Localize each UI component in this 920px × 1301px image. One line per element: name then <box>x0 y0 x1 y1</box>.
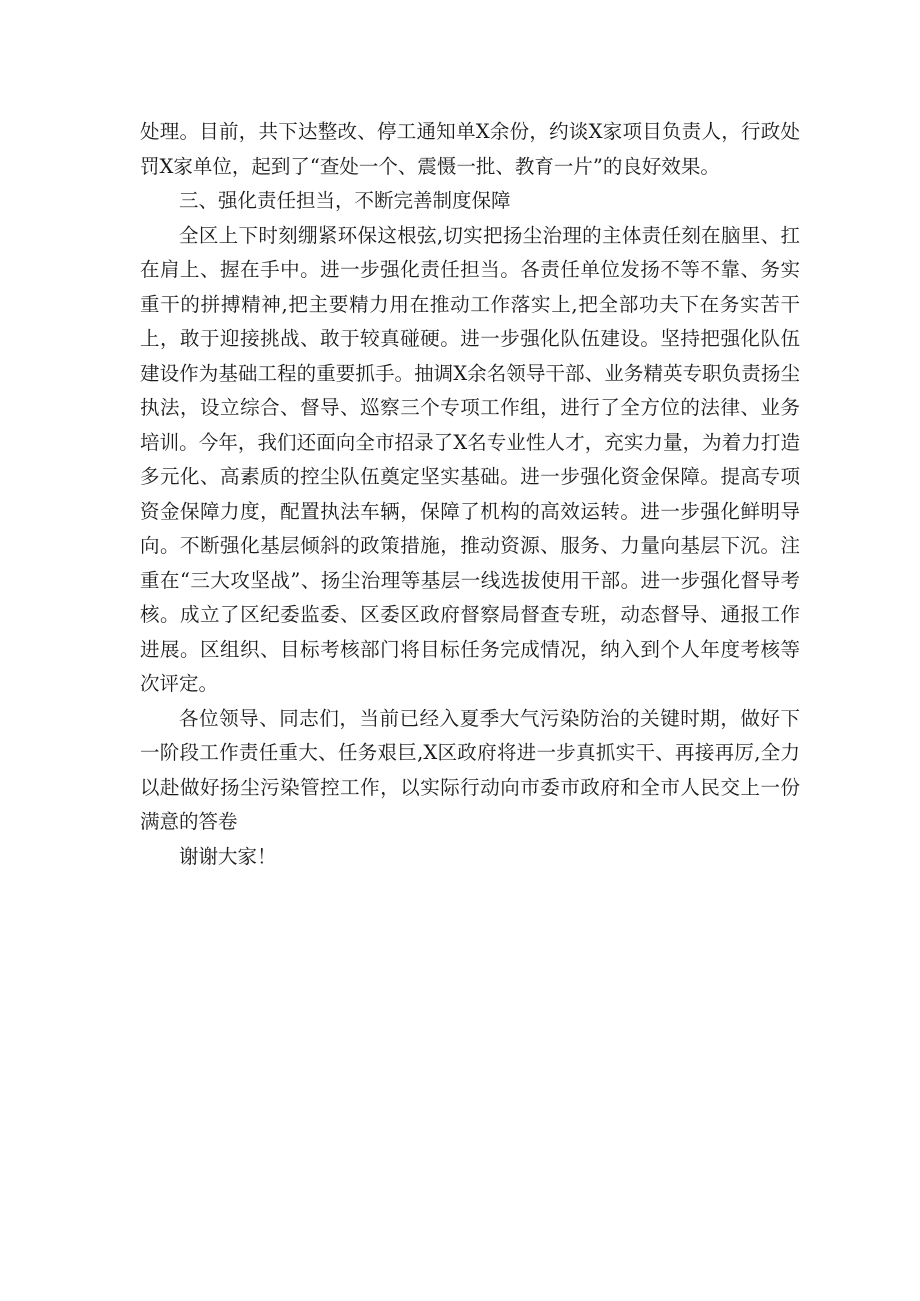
paragraph-closing-remarks: 各位领导、同志们，当前已经入夏季大气污染防治的关键时期，做好下一阶段工作责任重大、任务艰巨,X区政府将进一步真抓实干、再接再厉,全力以赴做好扬尘污染管控工作，以实际行动向市委市政府和全市人民交上一份满意的答卷 <box>140 706 800 833</box>
paragraph-enforcement-results: 处理。目前，共下达整改、停工通知单X余份，约谈X家项目负责人，行政处罚X家单位，起到了“查处一个、震慑一批、教育一片”的良好效果。 <box>140 120 800 178</box>
section-heading-three: 三、强化责任担当，不断完善制度保障 <box>179 189 511 212</box>
paragraph-thanks: 谢谢大家！ <box>179 844 277 868</box>
document-body <box>140 115 800 874</box>
paragraph-responsibility: 全区上下时刻绷紧环保这根弦,切实把扬尘治理的主体责任刻在脑里、扛在肩上、握在手中。进一步强化责任担当。各责任单位发扬不等不靠、务实重干的拼搏精神,把主要精力用在推动工作落实上,把全部功夫下在务实苦干上，敢于迎接挑战、敢于较真碰硬。进一步强化队伍建设。坚持把强化队伍建设作为基础工程的重要抓手。抽调X余名领导干部、业务精英专职负责扬尘执法，设立综合、督导、巡察三个专项工作组，进行了全方位的法律、业务培训。今年，我们还面向全市招录了X名专业性人才，充实力量，为着力打造多元化、高素质的控尘队伍奠定坚实基础。进一步强化资金保障。提高专项资金保障力度，配置执法车辆，保障了机构的高效运转。进一步强化鲜明导向。不断强化基层倾斜的政策措施，推动资源、服务、力量向基层下沉。注重在“三大攻坚战”、扬尘治理等基层一线选拔使用干部。进一步强化督导考核。成立了区纪委监委、区委区政府督察局督查专班，动态督导、通报工作进展。区组织、目标考核部门将目标任务完成情况，纳入到个人年度考核等次评定。 <box>140 223 800 695</box>
